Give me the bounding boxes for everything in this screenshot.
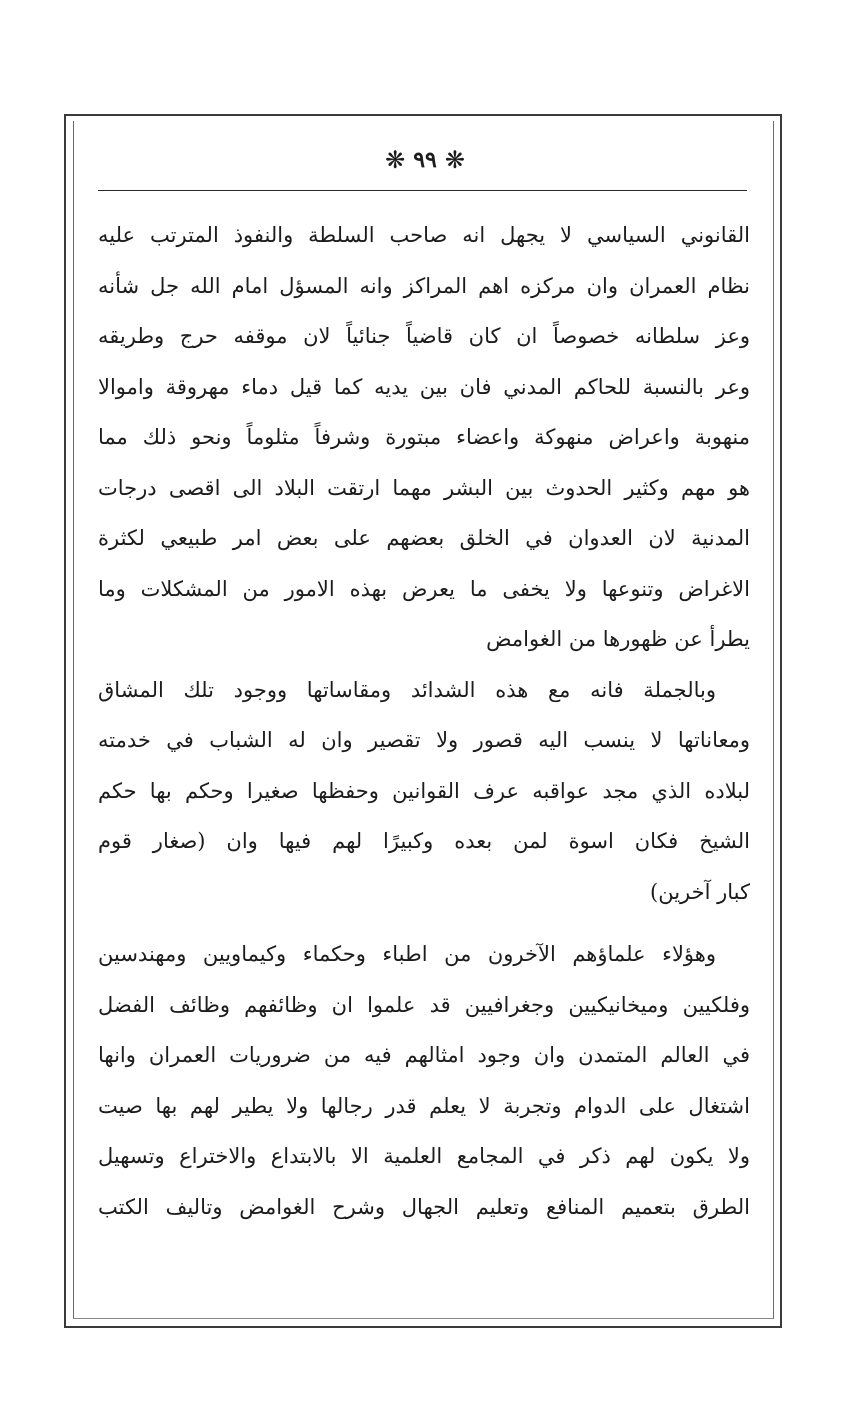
paragraph-1 [98, 210, 750, 665]
text-line: نظام العمران وان مركزه اهم المراكز وانه المسؤل امام الله جل شأنه [98, 273, 750, 298]
text-line: وفلكيين وميخانيكيين وجغرافيين قد علموا ان وظائفهم وظائف الفضل [98, 992, 750, 1017]
text-line: وعز سلطانه خصوصاً ان كان قاضياً جنائياً لان موقفه حرج وطريقه [98, 324, 750, 348]
text-line: ولا يكون لهم ذكر في المجامع العلمية الا بالابتداع والاختراع وتسهيل [98, 1144, 750, 1168]
text-line: لبلاده الذي مجد عواقبه عرف القوانين وحفظها صغيرا وحكم بها حكم [98, 778, 750, 803]
text-line: يطرأ عن ظهورها من الغوامض [486, 627, 750, 651]
ornament-right-icon: ❋ [444, 146, 465, 174]
text-line: اشتغال على الدوام وتجربة لا يعلم قدر رجالها ولا يطير لهم بها صيت [98, 1093, 750, 1118]
text-line: الاغراض وتنوعها ولا يخفى ما يعرض بهذه الامور من المشكلات وما [98, 576, 750, 601]
text-line: هو مهم وكثير الحدوث بين البشر مهما ارتقت البلاد الى اقصى درجات [98, 475, 750, 500]
text-line: في العالم المتمدن وان وجود امثالهم فيه من ضروريات العمران وانها [98, 1043, 750, 1067]
text-line: كبار آخرين) [650, 879, 750, 904]
header-divider [98, 190, 747, 191]
text-line: ومعاناتها لا ينسب اليه قصور ولا تقصير وان له الشباب في خدمته [98, 728, 750, 752]
text-line: المدنية لان العدوان في الخلق بعضهم على بعض امر طبيعي لكثرة [98, 526, 750, 550]
page-text [98, 210, 750, 1232]
paragraph-gap [98, 917, 750, 929]
text-line: الشيخ فكان اسوة لمن بعده وكبيرًا لهم فيها وان (صغار قوم [98, 829, 750, 853]
text-line: منهوبة واعراض منهوكة واعضاء مبتورة وشرفاً مثلوماً ونحو ذلك مما [98, 425, 750, 449]
ornament-left-icon: ❋ [385, 146, 406, 174]
text-line: القانوني السياسي لا يجهل انه صاحب السلطة والنفوذ المترتب عليه [98, 223, 750, 247]
text-line: وهؤلاء علماؤهم الآخرون من اطباء وحكماء وكيماويين ومهندسين [98, 942, 716, 966]
paragraph-3 [98, 929, 750, 1232]
page-number: ٩٩ [413, 147, 437, 173]
text-line: الطرق بتعميم المنافع وتعليم الجهال وشرح الغوامض وتاليف الكتب [98, 1194, 750, 1219]
page-header [0, 140, 850, 180]
text-line: وعر بالنسبة للحاكم المدني فان بين يديه كما قيل دماء مهروقة واموالا [98, 374, 750, 399]
paragraph-2 [98, 665, 750, 918]
text-line: وبالجملة فانه مع هذه الشدائد ومقاساتها ووجود تلك المشاق [98, 677, 716, 702]
